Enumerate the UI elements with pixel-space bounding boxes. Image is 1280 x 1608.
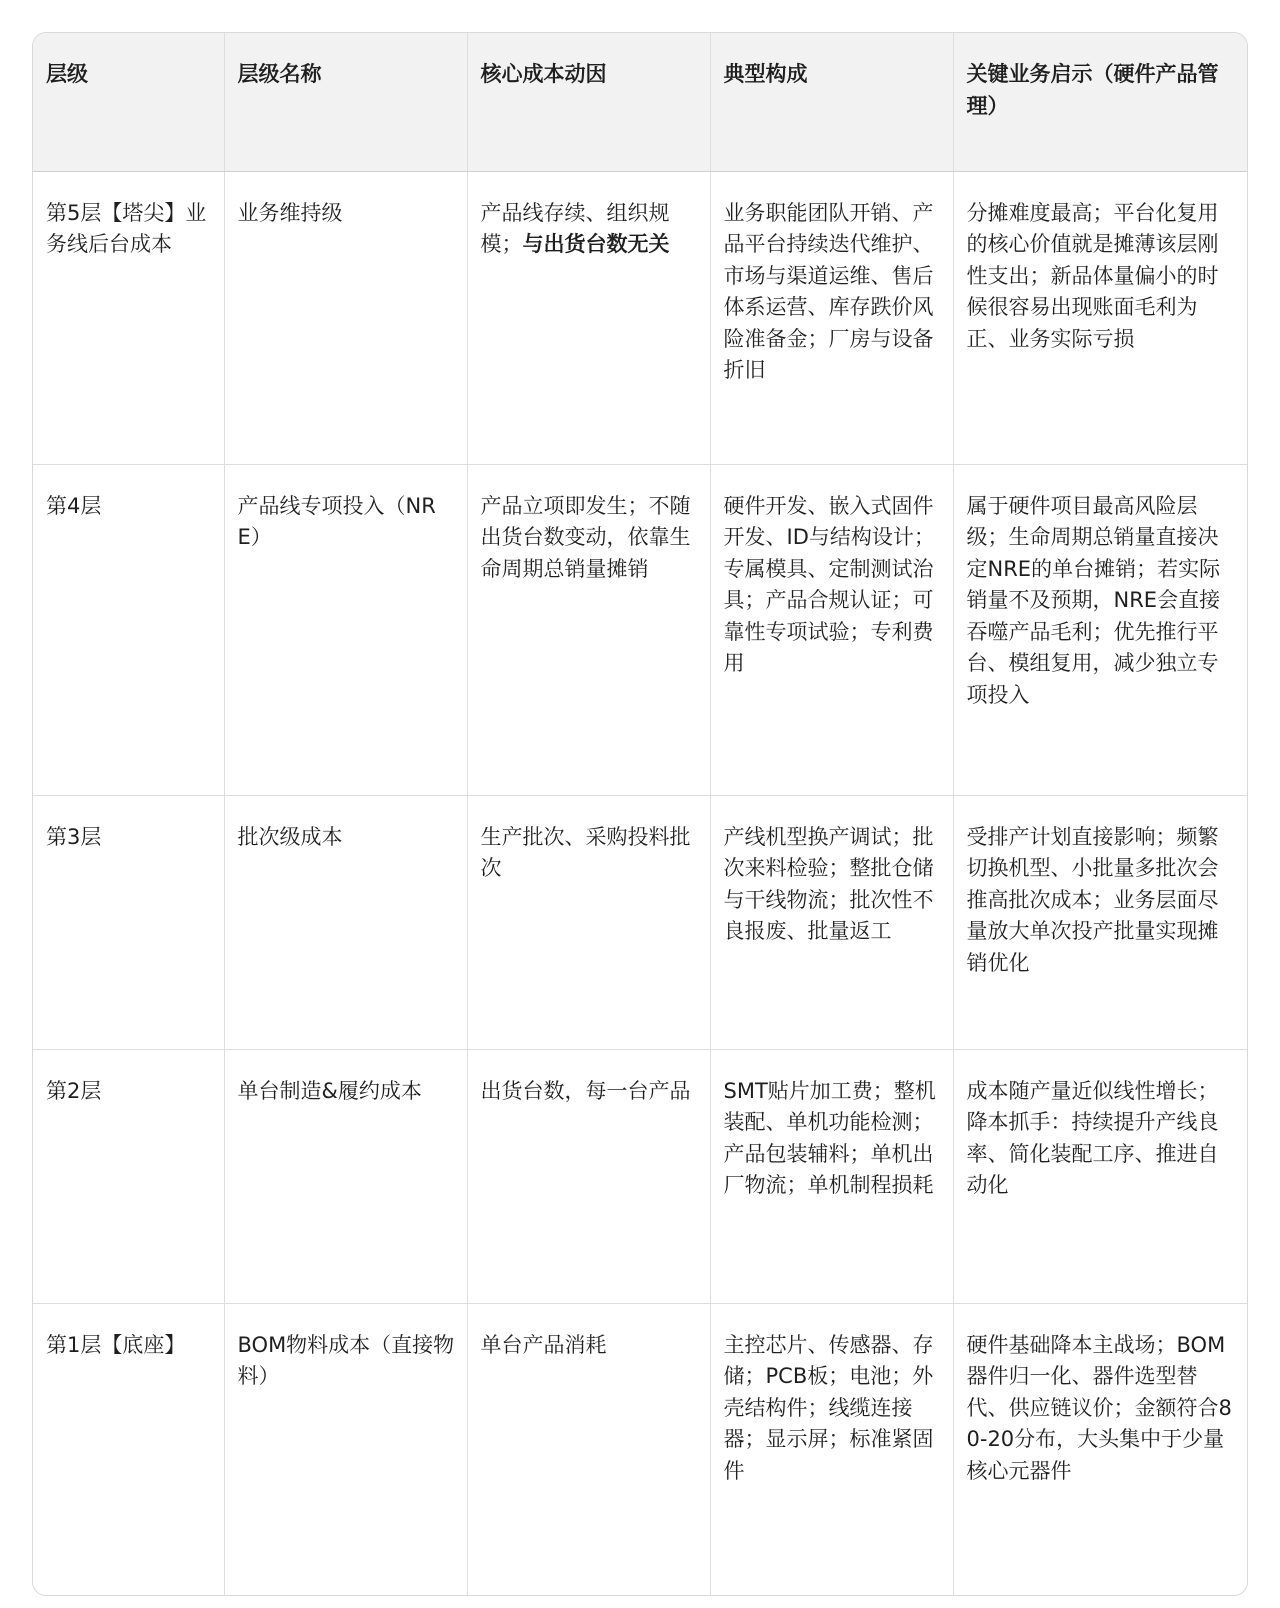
header-name: 层级名称	[224, 33, 467, 171]
cell-name: 批次级成本	[224, 795, 467, 1049]
cell-composition: 业务职能团队开销、产品平台持续迭代维护、市场与渠道运维、售后体系运营、库存跌价风险准备金；厂房与设备折旧	[710, 171, 953, 464]
cell-driver-text: 产品线存续、组织规模；	[480, 200, 670, 256]
cell-driver: 出货台数，每一台产品	[467, 1049, 710, 1303]
cell-driver	[467, 171, 710, 464]
cell-level: 第2层	[33, 1049, 224, 1303]
cell-composition: SMT贴片加工费；整机装配、单机功能检测；产品包装辅料；单机出厂物流；单机制程损耗	[710, 1049, 953, 1303]
header-composition: 典型构成	[710, 33, 953, 171]
cell-driver: 产品立项即发生；不随出货台数变动，依靠生命周期总销量摊销	[467, 464, 710, 795]
cell-composition: 产线机型换产调试；批次来料检验；整批仓储与干线物流；批次性不良报废、批量返工	[710, 795, 953, 1049]
cell-insight: 受排产计划直接影响；频繁切换机型、小批量多批次会推高批次成本；业务层面尽量放大单次投产批量实现摊销优化	[953, 795, 1247, 1049]
table-row	[33, 1303, 1247, 1596]
header-level: 层级	[33, 33, 224, 171]
table-row	[33, 464, 1247, 795]
cell-level: 第3层	[33, 795, 224, 1049]
cell-insight: 分摊难度最高；平台化复用的核心价值就是摊薄该层刚性支出；新品体量偏小的时候很容易出现账面毛利为正、业务实际亏损	[953, 171, 1247, 464]
cell-level: 第1层【底座】	[33, 1303, 224, 1596]
cell-name: 单台制造&履约成本	[224, 1049, 467, 1303]
cell-insight: 成本随产量近似线性增长；降本抓手：持续提升产线良率、简化装配工序、推进自动化	[953, 1049, 1247, 1303]
header-insight: 关键业务启示（硬件产品管理）	[953, 33, 1247, 171]
cell-name: 产品线专项投入（NRE）	[224, 464, 467, 795]
cell-insight: 属于硬件项目最高风险层级；生命周期总销量直接决定NRE的单台摊销；若实际销量不及预期，NRE会直接吞噬产品毛利；优先推行平台、模组复用，减少独立专项投入	[953, 464, 1247, 795]
cell-driver: 单台产品消耗	[467, 1303, 710, 1596]
cell-name: BOM物料成本（直接物料）	[224, 1303, 467, 1596]
header-driver: 核心成本动因	[467, 33, 710, 171]
table-body	[33, 171, 1247, 1596]
table-row	[33, 795, 1247, 1049]
cell-name: 业务维持级	[224, 171, 467, 464]
cell-composition: 主控芯片、传感器、存储；PCB板；电池；外壳结构件；线缆连接器；显示屏；标准紧固件	[710, 1303, 953, 1596]
cell-driver-emphasis: 与出货台数无关	[522, 232, 670, 256]
cost-table	[33, 33, 1247, 1596]
table-header	[33, 33, 1247, 171]
header-row	[33, 33, 1247, 171]
cost-layer-table	[32, 32, 1248, 1596]
cell-level: 第5层【塔尖】业务线后台成本	[33, 171, 224, 464]
cell-driver: 生产批次、采购投料批次	[467, 795, 710, 1049]
cell-level: 第4层	[33, 464, 224, 795]
cell-composition: 硬件开发、嵌入式固件开发、ID与结构设计；专属模具、定制测试治具；产品合规认证；可靠性专项试验；专利费用	[710, 464, 953, 795]
table-row	[33, 1049, 1247, 1303]
cell-insight: 硬件基础降本主战场；BOM器件归一化、器件选型替代、供应链议价；金额符合80-20分布，大头集中于少量核心元器件	[966, 1332, 1232, 1483]
table-row	[33, 171, 1247, 464]
